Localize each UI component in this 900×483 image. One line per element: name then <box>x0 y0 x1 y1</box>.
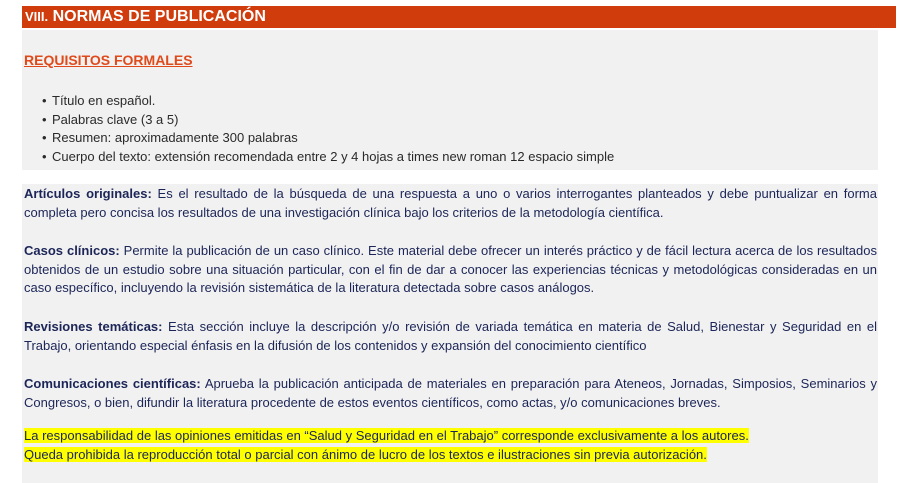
section-label: Revisiones temáticas: <box>24 319 163 334</box>
requisitos-list <box>42 92 614 166</box>
disclaimer-line-reproduccion: Queda prohibida la reproducción total o parcial con ánimo de lucro de los textos e ilustraciones sin previa autorización. <box>24 446 707 462</box>
list-item: • Cuerpo del texto: extensión recomendada entre 2 y 4 hojas a times new roman 12 espacio simple <box>42 148 614 167</box>
section-label: Artículos originales: <box>24 186 152 201</box>
disclaimer-line-responsabilidad: La responsabilidad de las opiniones emitidas en “Salud y Seguridad en el Trabajo” corresponde exclusivamente a los autores. <box>24 428 749 443</box>
section-text: Aprueba la publicación anticipada de materiales en preparación para Ateneos, Jornadas, Simposios, Seminarios y Congresos, o bien, difundir la literatura procedente de estos eventos científicos, como actas, y/o comunicaciones breves. <box>24 376 877 410</box>
section-number: VIII. <box>25 9 49 24</box>
list-item: • Título en español. <box>42 92 614 111</box>
section-header <box>22 6 896 28</box>
section-label: Casos clínicos: <box>24 243 120 258</box>
section-label: Comunicaciones científicas: <box>24 376 201 391</box>
section-text: Esta sección incluye la descripción y/o revisión de variada temática en materia de Salud, Bienestar y Seguridad en el Trabajo, orientando especial énfasis en la difusión de los contenidos y expansión del conocimiento científico <box>24 319 877 353</box>
section-text: Permite la publicación de un caso clínico. Este material debe ofrecer un interés práctico y de fácil lectura acerca de los resultados obtenidos de un estudio sobre una situación particular, con el fin de dar a conocer las experiencias técnicas y metodológicas consideradas en un caso específico, incluyendo la revisión sistemática de la literatura detectada sobre casos análogos. <box>24 243 877 295</box>
section-title: NORMAS DE PUBLICACIÓN <box>52 8 266 25</box>
section-revisiones-tematicas <box>24 318 877 355</box>
section-casos-clinicos <box>24 242 877 298</box>
disclaimer-notice <box>24 427 749 464</box>
section-comunicaciones-cientificas <box>24 375 877 412</box>
list-item: • Resumen: aproximadamente 300 palabras <box>42 129 614 148</box>
panel-divider <box>22 170 878 184</box>
requisitos-heading: REQUISITOS FORMALES <box>24 52 193 68</box>
section-text: Es el resultado de la búsqueda de una respuesta a uno o varios interrogantes planteados y debe puntualizar en forma completa pero concisa los resultados de una investigación clínica bajo los criterios de la metodología científica. <box>24 186 877 220</box>
list-item: • Palabras clave (3 a 5) <box>42 111 614 130</box>
section-articulos-originales <box>24 185 877 222</box>
